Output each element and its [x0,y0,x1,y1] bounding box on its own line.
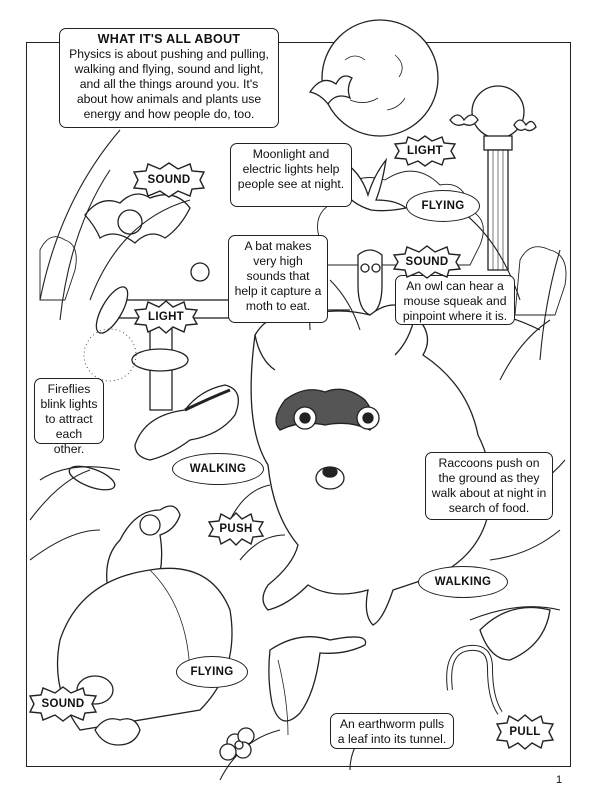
label-sound-bat-text: SOUND [147,174,191,186]
bat-left-icon [85,194,190,243]
label-light-top-text: LIGHT [407,145,443,157]
caption-raccoons: Raccoons push on the ground as they walk about at night in search of food. [425,452,553,520]
frog-icon [95,719,140,745]
label-push-text: PUSH [219,523,253,535]
moon-icon [322,20,438,136]
intro-text: Physics is about pushing and pulling, walking and flying, sound and light, and all the things around you. It's about how animals and plants use energy and how people do, too. [69,47,269,121]
label-push [208,512,264,546]
label-walking-raccoon: WALKING [418,566,508,598]
caption-moonlight: Moonlight and electric lights help people see at night. [230,143,352,207]
label-light-firefly [134,300,198,334]
label-flying-bottom: FLYING [176,656,248,688]
label-sound-owl [392,245,462,279]
label-sound-bottom [28,686,98,722]
caption-earthworm: An earthworm pulls a leaf into its tunnel. [330,713,454,749]
leaf-icon [480,608,550,661]
intro-title: WHAT IT'S ALL ABOUT [97,32,241,46]
earthworm-icon [449,648,500,713]
caption-bat: A bat makes very high sounds that help it capture a moth to eat. [228,235,328,323]
caption-fireflies: Fireflies blink lights to attract each other. [34,378,104,444]
label-pull [496,714,554,750]
label-flying-bird: FLYING [406,190,480,222]
label-light-firefly-text: LIGHT [148,311,184,323]
label-sound-owl-text: SOUND [405,256,449,268]
label-sound-bottom-text: SOUND [41,698,85,710]
caption-owl: An owl can hear a mouse squeak and pinpoint where it is. [395,275,515,325]
label-sound-bat [132,162,206,198]
label-light-top [394,135,456,167]
owl-icon [355,250,385,315]
label-pull-text: PULL [509,726,541,738]
intro-box [59,28,279,128]
label-walking-skunk: WALKING [172,453,264,485]
page-number: 1 [556,774,563,786]
